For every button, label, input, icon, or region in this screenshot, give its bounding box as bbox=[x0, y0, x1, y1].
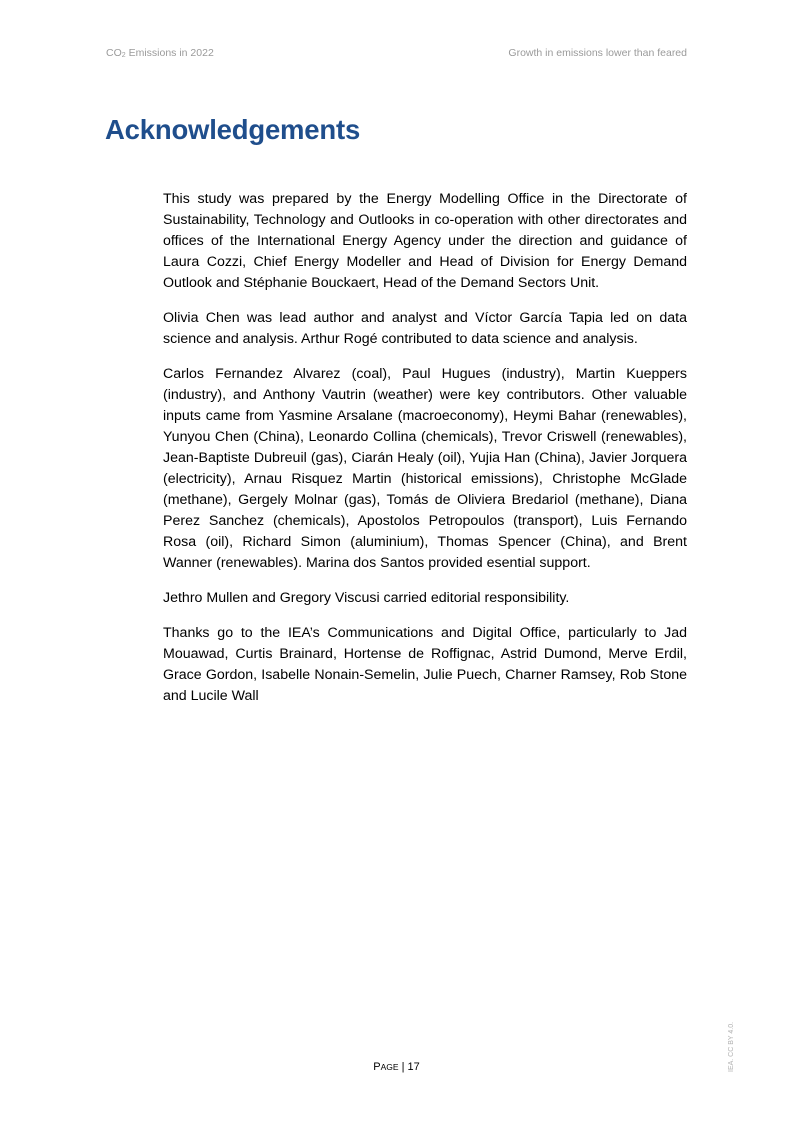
header-report-title: $CO_2$ Emissions in 2022 bbox=[106, 47, 214, 59]
paragraph: Jethro Mullen and Gregory Viscusi carried editorial responsibility. bbox=[163, 590, 570, 606]
page-number: 17 bbox=[407, 1061, 420, 1073]
page-title: Acknowledgements bbox=[105, 114, 361, 145]
page-number-label: PAGE bbox=[373, 1061, 399, 1073]
paragraph: This study was prepared by the Energy Modelling Office in the Directorate of Sustainability, Technology and Outlooks in co-operation with other directorates and offices of the International Energy Agency under the direction and guidance of Laura Cozzi, Chief Energy Modeller and Head of Division for Energy Demand Outlook and Stéphanie Bouckaert, Head of the Demand Sectors Unit. bbox=[163, 191, 687, 291]
paragraph: Olivia Chen was lead author and analyst and Víctor García Tapia led on data science and analysis. Arthur Rogé contributed to data science and analysis. bbox=[163, 310, 687, 347]
paragraph: Carlos Fernandez Alvarez (coal), Paul Hugues (industry), Martin Kueppers (industry), and Anthony Vautrin (weather) were key contributors. Other valuable inputs came from Yasmine Arsalane (macroeconomy), Heymi Bahar (renewables), Yunyou Chen (China), Leonardo Collina (chemicals), Trevor Criswell (renewables), Jean-Baptiste Dubreuil (gas), Ciarán Healy (oil), Yujia Han (China), Javier Jorquera (electricity), Arnau Risquez Martin (historical emissions), Christophe McGlade (methane), Gergely Molnar (gas), Tomás de Oliviera Bredariol (methane), Diana Perez Sanchez (chemicals), Apostolos Petropoulos (transport), Luis Fernando Rosa (oil), Richard Simon (aluminium), Thomas Spencer (China), and Brent Wanner (renewables). Marina dos Santos provided esential support. bbox=[163, 366, 687, 571]
header-chapter-title: Growth in emissions lower than feared bbox=[508, 47, 687, 59]
page-footer bbox=[0, 1061, 793, 1073]
paragraph: Thanks go to the IEA’s Communications and Digital Office, particularly to Jad Mouawad, Curtis Brainard, Hortense de Roffignac, Astrid Dumond, Merve Erdil, Grace Gordon, Isabelle Nonain-Semelin, Julie Puech, Charner Ramsey, Rob Stone and Lucile Wall bbox=[163, 625, 687, 704]
license-mark: IEA. CC BY 4.0. bbox=[728, 1021, 735, 1072]
acknowledgements-body bbox=[163, 189, 687, 721]
page-number-separator: | bbox=[398, 1061, 408, 1073]
